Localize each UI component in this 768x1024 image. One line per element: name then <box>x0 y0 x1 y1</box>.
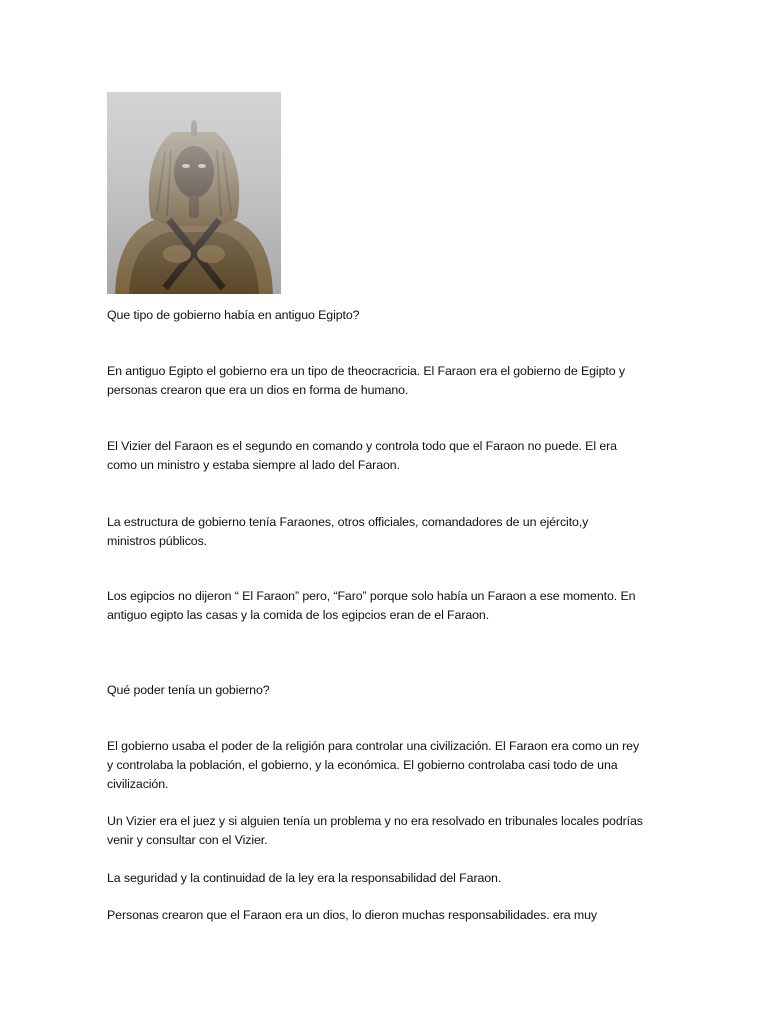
paragraph-line: Personas crearon que el Faraon era un dios, lo dieron muchas responsabilidades. era muy <box>107 908 597 922</box>
paragraph-line: En antiguo Egipto el gobierno era un tipo de theocracricia. El Faraon era el gobierno de Egipto y <box>107 364 625 378</box>
paragraph-line: antiguo egipto las casas y la comida de los egipcios eran de el Faraon. <box>107 608 490 622</box>
paragraph-seguridad <box>107 869 667 888</box>
heading-text: Que tipo de gobierno había en antiguo Egipto? <box>107 308 360 322</box>
paragraph-teocracia <box>107 362 667 400</box>
paragraph-line: venir y consultar con el Vizier. <box>107 833 268 847</box>
paragraph-line: Un Vizier era el juez y si alguien tenía un problema y no era resolvado en tribunales locales podrías <box>107 814 643 828</box>
paragraph-line: El gobierno usaba el poder de la religión para controlar una civilización. El Faraon era como un rey <box>107 739 640 753</box>
paragraph-religion <box>107 737 667 794</box>
paragraph-responsabilidades <box>107 906 667 925</box>
paragraph-line: civilización. <box>107 777 169 791</box>
paragraph-line: y controlaba la población, el gobierno, y la económica. El gobierno controlaba casi todo de una <box>107 758 618 772</box>
paragraph-juez <box>107 812 667 850</box>
paragraph-line: como un ministro y estaba siempre al lado del Faraon. <box>107 458 400 472</box>
paragraph-line: Los egipcios no dijeron “ El Faraon” pero, “Faro” porque solo había un Faraon a ese momento. En <box>107 589 636 603</box>
paragraph-line: ministros públicos. <box>107 534 208 548</box>
paragraph-faro <box>107 587 667 625</box>
paragraph-line: La seguridad y la continuidad de la ley era la responsabilidad del Faraon. <box>107 871 502 885</box>
paragraph-line: personas crearon que era un dios en forma de humano. <box>107 383 409 397</box>
paragraph-vizier <box>107 437 667 475</box>
heading-text: Qué poder tenía un gobierno? <box>107 683 270 697</box>
heading-poder-gobierno <box>107 681 667 700</box>
paragraph-estructura <box>107 513 667 551</box>
pharaoh-sarcophagus-image <box>107 92 281 294</box>
paragraph-line: El Vizier del Faraon es el segundo en comando y controla todo que el Faraon no puede. El era <box>107 439 617 453</box>
heading-gobierno-egipto <box>107 306 667 325</box>
paragraph-line: La estructura de gobierno tenía Faraones, otros officiales, comandadores de un ejército,y <box>107 515 589 529</box>
